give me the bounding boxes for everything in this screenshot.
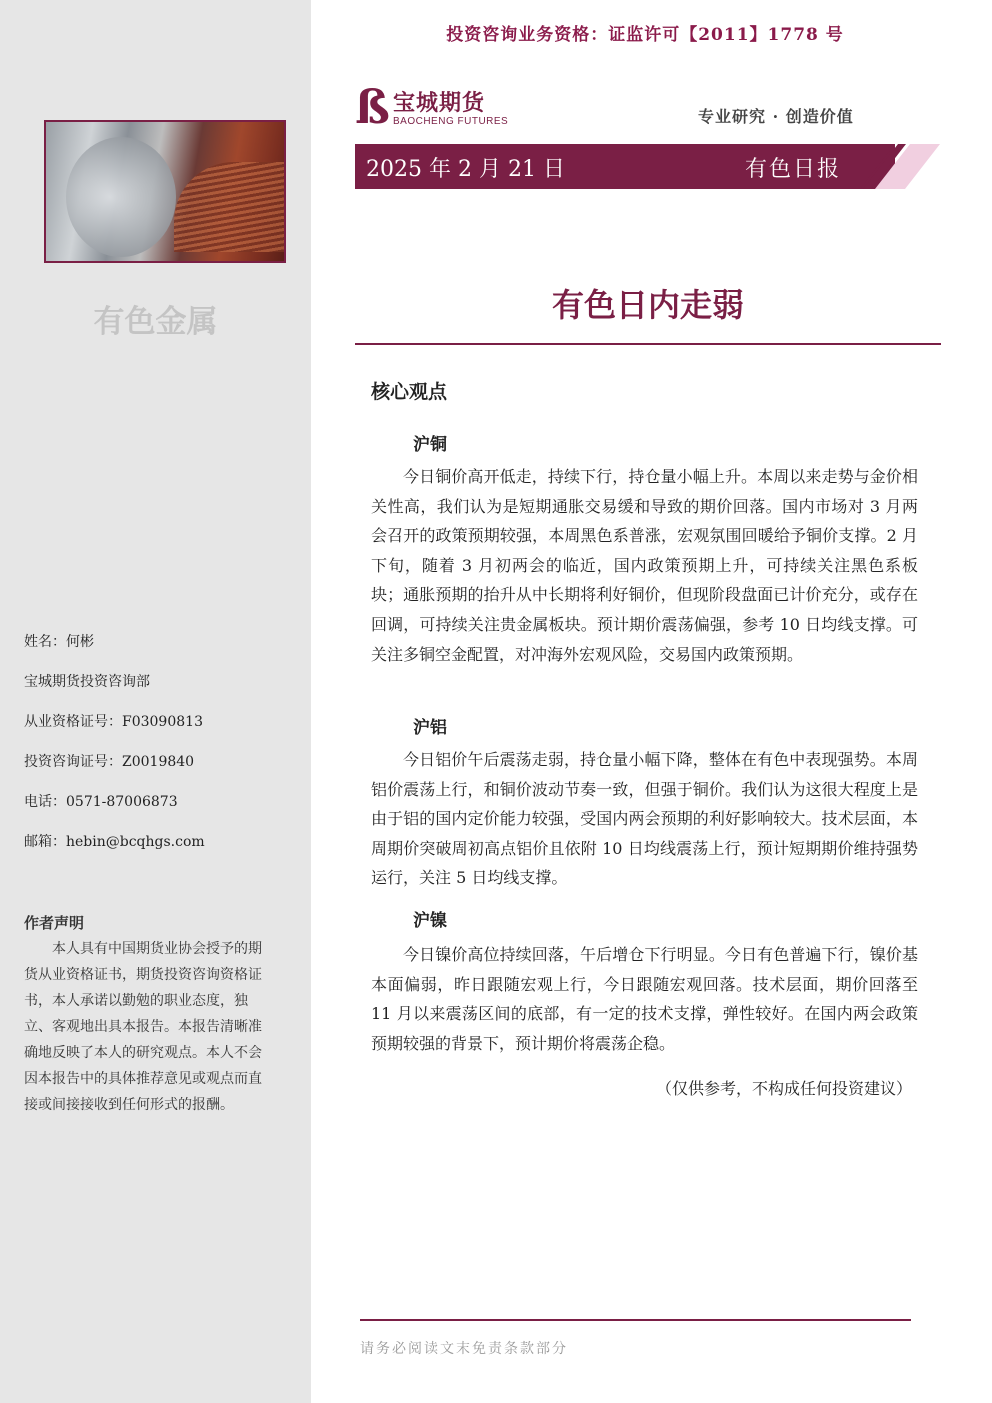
section-body-aluminum: 今日铝价午后震荡走弱，持仓量小幅下降，整体在有色中表现强势。本周铝价震荡上行，和铜价波动节奏一致，但强于铜价。我们认为这很大程度上是由于铝的国内定价能力较强，受国内两会预期的利好影响较大。技术层面，本周期价突破周初高点铝价且依附 10 日均线震荡上行，预计短期期价维持强势运行，关注 5 日均线支撑。	[371, 750, 918, 888]
core-view-title: 核心观点	[371, 381, 448, 403]
logo-b-mark-icon: ß	[355, 80, 390, 134]
disclaimer: （仅供参考，不构成任何投资建议）	[655, 1079, 912, 1098]
logo-chinese: 宝城期货	[393, 91, 486, 116]
contact-info	[24, 632, 205, 872]
email: 邮箱：hebin@bcqhgs.com	[24, 834, 205, 850]
author-department: 宝城期货投资咨询部	[24, 674, 150, 690]
section-body-copper: 今日铜价高开低走，持续下行，持仓量小幅上升。本周以来走势与金价相关性高，我们认为是短期通胀交易缓和导致的期价回落。国内市场对 3 月两会召开的政策预期较强，本周黑色系普涨，宏观氛围回暖给予铜价支撑。2 月下旬，随着 3 月初两会的临近，国内政策预期上升，可持续关注黑色系板块；通胀预期的抬升从中长期将利好铜价，但现阶段盘面已计价充分，或存在回调，可持续关注贵金属板块。预计期价震荡偏强，参考 10 日均线支撑。可关注多铜空金配置，对冲海外宏观风险，交易国内政策预期。	[371, 467, 918, 664]
divider	[355, 343, 941, 345]
section-title-copper: 沪铜	[413, 435, 447, 455]
company-logo	[355, 80, 525, 134]
declaration-title: 作者声明	[24, 914, 85, 932]
footer-divider	[360, 1319, 911, 1321]
section-body-nickel: 今日镍价高位持续回落，午后增仓下行明显。今日有色普遍下行，镍价基本面偏弱，昨日跟随宏观上行，今日跟随宏观回落。技术层面，期价回落至 11 月以来震荡区间的底部，有一定的技术支撑，弹性较好。在国内两会政策预期较强的背景下，预计期价将震荡企稳。	[371, 945, 918, 1053]
declaration-body: 本人具有中国期货业协会授予的期货从业资格证书，期货投资咨询资格证书，本人承诺以勤勉的职业态度，独立、客观地出具本报告。本报告清晰准确地反映了本人的研究观点。本人不会因本报告中的具体推荐意见或观点而直接或间接接收到任何形式的报酬。	[24, 941, 262, 1113]
report-type: 有色日报	[745, 157, 842, 182]
footer-note: 请务必阅读文末免责条款部分	[360, 1341, 568, 1357]
logo-english: BAOCHENG FUTURES	[393, 116, 509, 127]
qualification-number: 从业资格证号：F03090813	[24, 714, 203, 730]
banner-slant-decoration	[860, 144, 940, 189]
consulting-number: 投资咨询证号：Z0019840	[24, 754, 195, 770]
qualification-line: 投资咨询业务资格：证监许可【2011】1778 号	[446, 25, 844, 45]
report-date: 2025 年 2 月 21 日	[366, 157, 565, 182]
slogan: 专业研究 · 创造价值	[698, 107, 854, 126]
sector-label: 有色金属	[93, 304, 218, 340]
report-headline: 有色日内走弱	[551, 286, 744, 324]
aluminum-roll-graphic	[66, 137, 176, 257]
copper-coil-graphic	[174, 162, 284, 252]
author-name: 姓名：何彬	[24, 634, 94, 650]
section-title-aluminum: 沪铝	[413, 718, 447, 738]
section-title-nickel: 沪镍	[413, 911, 447, 931]
cover-image	[44, 120, 286, 263]
phone: 电话：0571-87006873	[24, 794, 178, 810]
